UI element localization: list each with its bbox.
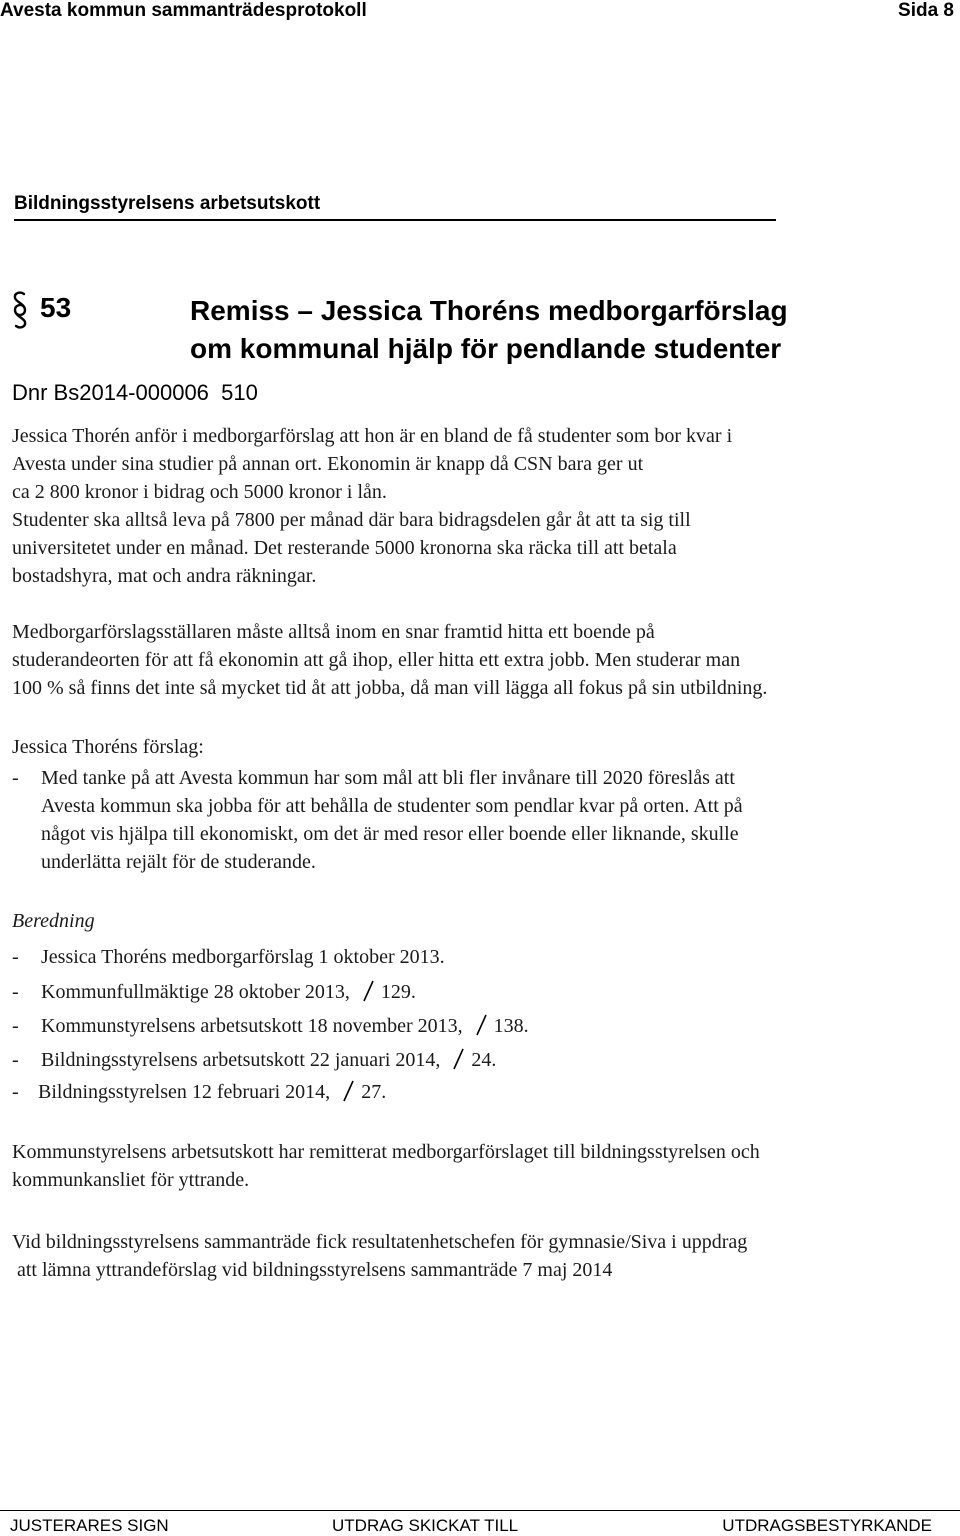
text-line: något vis hjälpa till ekonomiskt, om det är med resor eller boende eller liknande, skulle (41, 823, 739, 845)
text-line: Avesta kommun ska jobba för att behålla de studenter som pendlar kvar på orten. Att på (41, 795, 743, 817)
footer-utdragsbestyrkande: UTDRAGSBESTYRKANDE (722, 1516, 932, 1535)
diary-number: Dnr Bs2014-000006 510 (12, 380, 258, 405)
text-line: att lämna yttrandeförslag vid bildningsstyrelsens sammanträde 7 maj 2014 (12, 1259, 613, 1281)
paragraph-mark-icon (474, 1012, 488, 1038)
text-line: Vid bildningsstyrelsens sammanträde fick resultatenhetschefen för gymnasie/Siva i uppdrag (12, 1231, 748, 1253)
page-number: Sida 8 (898, 0, 954, 21)
proposal-heading: Jessica Thoréns förslag: (12, 736, 204, 758)
dash-marker: - (12, 946, 19, 968)
dash-marker: - (12, 767, 19, 789)
footer-utdrag-skickat: UTDRAG SKICKAT TILL (332, 1516, 519, 1535)
text-line: universitetet under en månad. Det resterande 5000 kronorna ska räcka till att betala (12, 537, 677, 559)
beredning-item-text: Kommunfullmäktige 28 oktober 2013, (41, 981, 350, 1003)
paragraph-uppdrag (12, 1228, 942, 1284)
beredning-item (12, 978, 416, 1006)
document-title: Avesta kommun sammanträdesprotokoll (0, 0, 367, 21)
beredning-item-text: Bildningsstyrelsen 12 februari 2014, (38, 1081, 331, 1103)
text-line: Jessica Thorén anför i medborgarförslag att hon är en bland de få studenter som bor kvar i (12, 425, 733, 447)
text-line: Studenter ska alltså leva på 7800 per månad där bara bidragsdelen går åt att ta sig till (12, 509, 691, 531)
section-title-line-2: om kommunal hjälp för pendlande studenter (190, 333, 782, 364)
beredning-item-text: Jessica Thoréns medborgarförslag 1 oktober 2013. (41, 946, 445, 968)
dash-marker: - (12, 1049, 19, 1071)
paragraph-remiss (12, 1138, 942, 1194)
beredning-item-ref: 24. (471, 1049, 497, 1071)
text-line: Med tanke på att Avesta kommun har som mål att bli fler invånare till 2020 föreslås att (41, 767, 735, 789)
beredning-heading: Beredning (12, 910, 95, 932)
beredning-item-ref: 129. (380, 981, 416, 1003)
paragraph-mark-icon (341, 1078, 355, 1104)
footer-justerares-sign: JUSTERARES SIGN (10, 1516, 169, 1535)
section-sign-icon (11, 290, 29, 330)
text-line: underlätta rejält för de studerande. (41, 851, 316, 873)
section-number: 53 (40, 292, 72, 323)
paragraph-intro (12, 422, 942, 590)
dash-marker: - (12, 1015, 19, 1037)
dash-marker: - (12, 1081, 19, 1103)
text-line: Kommunstyrelsens arbetsutskott har remitterat medborgarförslaget till bildningsstyrelsen och (12, 1141, 760, 1163)
paragraph-mark-icon (361, 978, 375, 1004)
proposal-text (41, 764, 921, 876)
text-line: bostadshyra, mat och andra räkningar. (12, 565, 317, 587)
beredning-item-text: Kommunstyrelsens arbetsutskott 18 november 2013, (41, 1015, 463, 1037)
text-line: ca 2 800 kronor i bidrag och 5000 kronor i lån. (12, 481, 387, 503)
beredning-item (12, 1046, 496, 1074)
committee-underline (14, 219, 776, 221)
beredning-item (12, 1078, 386, 1106)
page-header (0, 0, 960, 26)
beredning-item (12, 943, 445, 971)
beredning-item-ref: 138. (493, 1015, 529, 1037)
text-line: studerandeorten för att få ekonomin att gå ihop, eller hitta ett extra jobb. Men studerar man (12, 649, 741, 671)
text-line: kommunkansliet för yttrande. (12, 1169, 250, 1191)
paragraph-situation (12, 618, 942, 702)
text-line: 100 % så finns det inte så mycket tid åt att jobba, då man vill lägga all fokus på sin utbildning. (12, 677, 768, 699)
beredning-item-text: Bildningsstyrelsens arbetsutskott 22 januari 2014, (41, 1049, 441, 1071)
paragraph-mark-icon (451, 1046, 465, 1072)
beredning-item-ref: 27. (361, 1081, 387, 1103)
section-title (190, 292, 788, 368)
footer-rule (0, 1510, 960, 1511)
text-line: Medborgarförslagsställaren måste alltså inom en snar framtid hitta ett boende på (12, 621, 655, 643)
text-line: Avesta under sina studier på annan ort. Ekonomin är knapp då CSN bara ger ut (12, 453, 644, 475)
section-title-line-1: Remiss – Jessica Thoréns medborgarförslag (190, 295, 788, 326)
committee-heading: Bildningsstyrelsens arbetsutskott (14, 193, 321, 214)
beredning-item (12, 1012, 529, 1040)
dash-marker: - (12, 981, 19, 1003)
